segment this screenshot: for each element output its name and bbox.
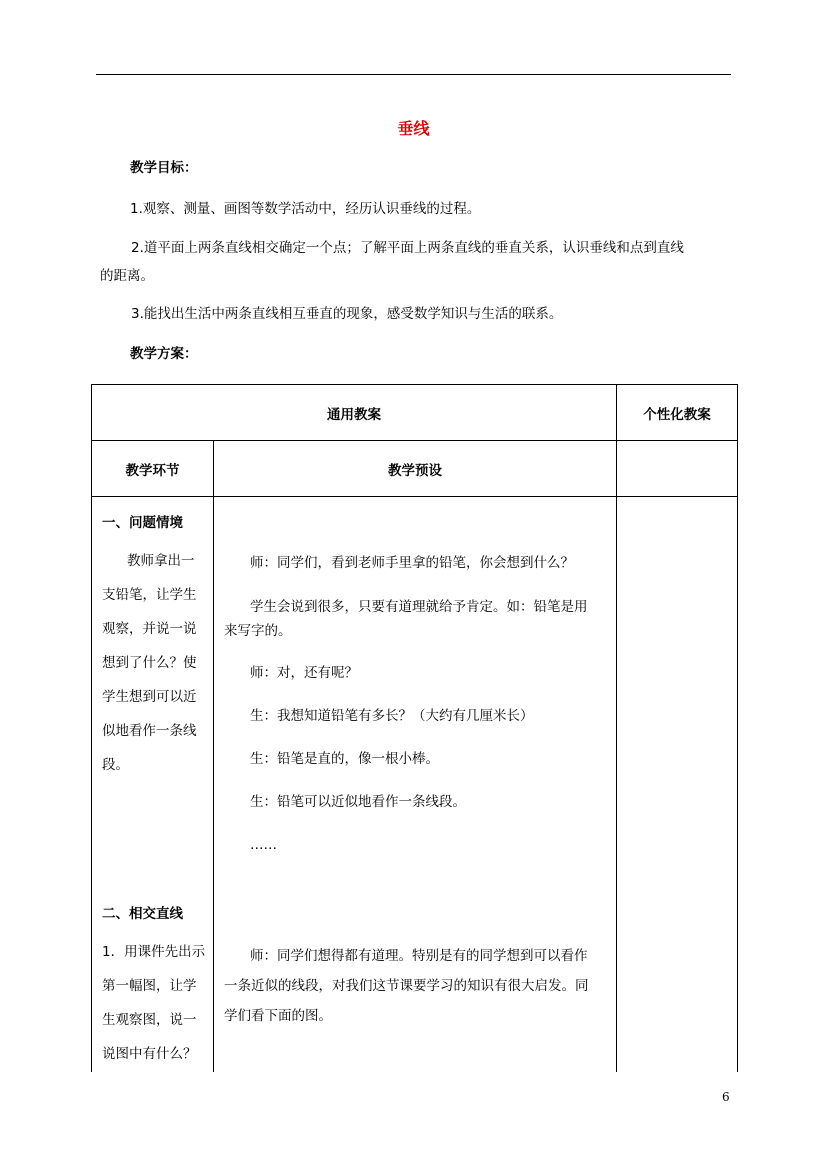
s1-right-1: 学生会说到很多，只要有道理就给予肯定。如：铅笔是用 xyxy=(250,599,588,615)
section2-left-l1: 第一幅图，让学 xyxy=(102,978,197,994)
lesson-plan-table xyxy=(91,384,738,1072)
table-header-row xyxy=(92,385,738,441)
goals-heading: 教学目标： xyxy=(130,160,198,176)
section1-left-l3: 想到了什么？使 xyxy=(102,655,197,671)
section2-left-l3: 说图中有什么？ xyxy=(102,1046,197,1062)
col-personal-empty xyxy=(617,441,738,497)
stage-cell xyxy=(92,497,214,1073)
section1-left-l2: 观察，并说一说 xyxy=(102,621,197,637)
section1-left-l1: 支铅笔，让学生 xyxy=(102,587,197,603)
s1-right-5: 生：铅笔是直的，像一根小棒。 xyxy=(250,751,439,767)
section1-left-l4: 学生想到可以近 xyxy=(102,689,197,705)
section1-title: 一、问题情境 xyxy=(102,515,183,531)
s1-right-2: 来写字的。 xyxy=(224,623,292,639)
s2-right-2: 学们看下面的图。 xyxy=(224,1008,332,1024)
table-body-row xyxy=(92,497,738,1073)
s1-right-0: 师：同学们，看到老师手里拿的铅笔，你会想到什么？ xyxy=(250,555,574,571)
header-general: 通用教案 xyxy=(92,385,617,441)
table-subheader-row xyxy=(92,441,738,497)
header-personal: 个性化教案 xyxy=(617,385,738,441)
section2-title: 二、相交直线 xyxy=(102,906,183,922)
personal-cell xyxy=(617,497,738,1073)
goal-2-cont: 的距离。 xyxy=(100,268,154,284)
s2-right-0: 师：同学们想得都有道理。特别是有的同学想到可以看作 xyxy=(250,948,588,964)
s1-right-4: 生：我想知道铅笔有多长？（大约有几厘米长） xyxy=(250,708,534,724)
header-rule xyxy=(96,74,731,75)
s1-right-ellipsis: …… xyxy=(250,837,277,853)
document-title: 垂线 xyxy=(397,119,430,138)
section1-left-l0: 教师拿出一 xyxy=(127,553,195,569)
plan-heading: 教学方案： xyxy=(130,346,198,362)
s2-right-1: 一条近似的线段，对我们这节课要学习的知识有很大启发。同 xyxy=(224,978,589,994)
section1-left-l5: 似地看作一条线 xyxy=(102,723,197,739)
page-number: 6 xyxy=(722,1090,730,1104)
col-stage: 教学环节 xyxy=(92,441,214,497)
col-preset: 教学预设 xyxy=(214,441,617,497)
goal-3: 3.能找出生活中两条直线相互垂直的现象，感受数学知识与生活的联系。 xyxy=(131,306,563,322)
section1-left-l6: 段。 xyxy=(102,757,129,773)
goal-2: 2.道平面上两条直线相交确定一个点；了解平面上两条直线的垂直关系，认识垂线和点到直线 xyxy=(131,240,684,256)
section2-left-l2: 生观察图，说一 xyxy=(102,1012,197,1028)
preset-cell xyxy=(214,497,617,1073)
s1-right-3: 师：对，还有呢？ xyxy=(250,665,358,681)
section2-left-l0: 1．用课件先出示 xyxy=(102,944,206,960)
s1-right-6: 生：铅笔可以近似地看作一条线段。 xyxy=(250,794,466,810)
goal-1: 1.观察、测量、画图等数学活动中，经历认识垂线的过程。 xyxy=(130,201,481,217)
